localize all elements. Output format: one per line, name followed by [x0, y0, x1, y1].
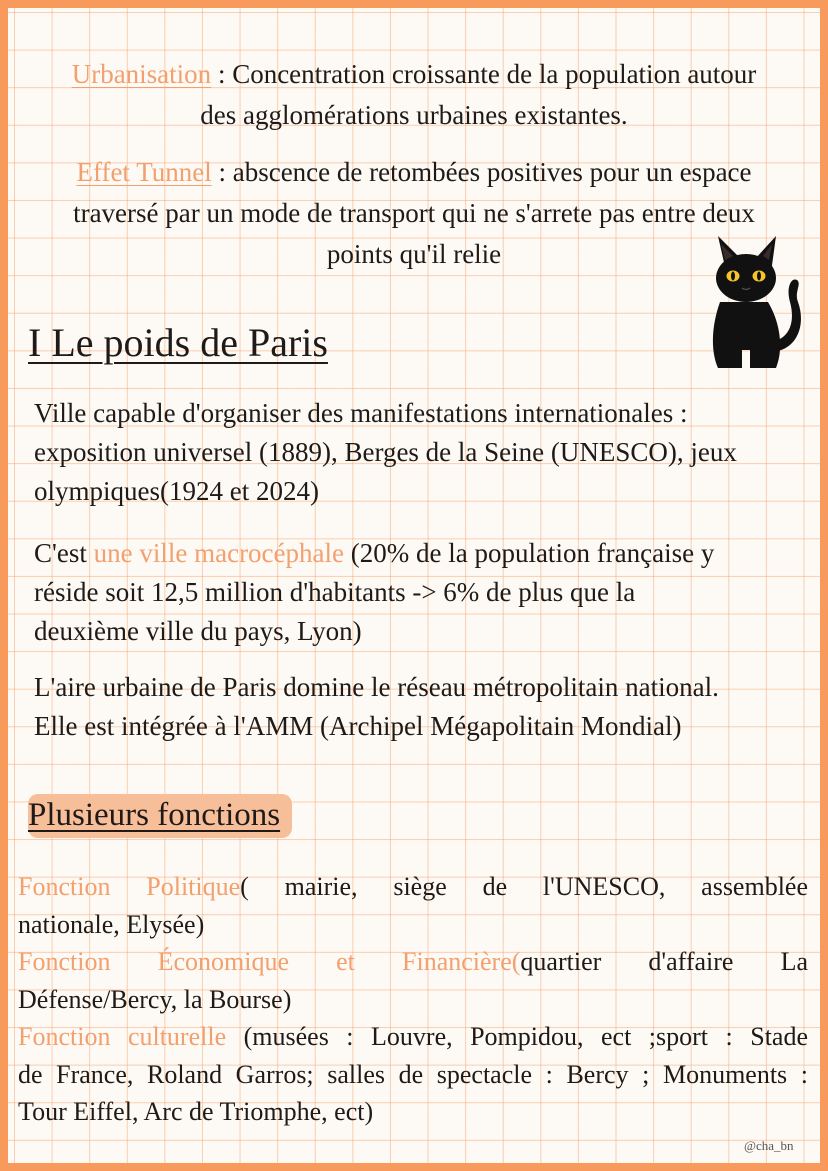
function-culturelle	[18, 1018, 808, 1131]
definition-line: traversé par un mode de transport qui ne s'arrete pas entre deux	[73, 198, 755, 228]
function-line	[18, 1018, 808, 1056]
function-text: quartier d'affaire La	[520, 947, 808, 976]
function-politique	[18, 868, 808, 943]
function-line: Tour Eiffel, Arc de Triomphe, ect)	[18, 1097, 374, 1126]
term-effet-tunnel: Effet Tunnel	[76, 157, 212, 187]
definition-line: des agglomérations urbaines existantes.	[200, 100, 628, 130]
paragraph-line: Ville capable d'organiser des manifestations internationales :	[34, 398, 688, 428]
paragraph-line: Elle est intégrée à l'AMM (Archipel Mégapolitain Mondial)	[34, 711, 682, 741]
subheading-fonctions: Plusieurs fonctions	[28, 794, 292, 838]
highlight-macrocephale: une ville macrocéphale	[93, 538, 344, 568]
definition-urbanisation	[18, 54, 810, 136]
section-title: I Le poids de Paris	[28, 320, 328, 365]
paragraph-line: olympiques(1924 et 2024)	[34, 476, 319, 506]
paragraph-line: exposition universel (1889), Berges de la Seine (UNESCO), jeux	[34, 437, 737, 467]
function-line: Défense/Bercy, la Bourse)	[18, 984, 292, 1014]
paragraph-prefix: C'est	[34, 538, 94, 568]
definition-effet-tunnel	[18, 152, 810, 275]
paragraph-line	[34, 534, 714, 573]
function-line	[18, 943, 808, 981]
paragraph-line: deuxième ville du pays, Lyon)	[34, 616, 362, 646]
function-text: (musées : Louvre, Pompidou, ect ;sport : Stade	[226, 1022, 808, 1051]
function-label: Fonction culturelle	[18, 1022, 227, 1051]
function-economique	[18, 943, 808, 1018]
paragraph-line: réside soit 12,5 million d'habitants -> 6% de plus que la	[34, 577, 636, 607]
paragraph-rest: (20% de la population française y	[344, 538, 715, 568]
definition-line: points qu'il relie	[326, 239, 502, 269]
paragraph-macrocephale	[34, 534, 714, 651]
definition-text: : Concentration croissante de la population autour	[211, 59, 757, 89]
definition-text: : abscence de retombées positives pour un espace	[211, 157, 752, 187]
function-label: Fonction Politique	[18, 872, 241, 901]
function-line: de France, Roland Garros; salles de spectacle : Bercy ; Monuments :	[18, 1059, 808, 1089]
paragraph-line: L'aire urbaine de Paris domine le réseau métropolitain national.	[34, 672, 719, 702]
author-handle: @cha_bn	[744, 1138, 794, 1153]
paragraph-events	[34, 394, 737, 511]
definition-line	[18, 152, 810, 193]
function-text: ( mairie, siège de l'UNESCO, assemblée	[240, 872, 808, 901]
function-line	[18, 868, 808, 906]
function-line: nationale, Elysée)	[18, 909, 205, 939]
black-cat-icon	[706, 232, 804, 374]
term-urbanisation: Urbanisation	[71, 59, 212, 89]
function-label: Fonction Économique et Financière(	[18, 947, 521, 976]
definition-line	[18, 54, 810, 95]
paragraph-aire-urbaine	[34, 668, 719, 746]
